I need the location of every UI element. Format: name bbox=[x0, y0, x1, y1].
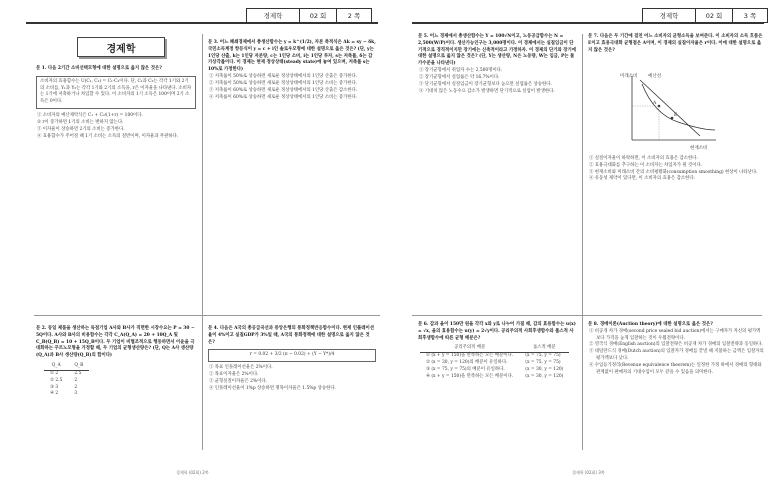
q6-stem: 문 6. 갑과 을이 150만 원을 각각 x와 y로 나누어 가질 때, 갑의 효용함수는 u(x) = √x, 을의 효용함수는 u(y) = 2√y이다. 공리주의적 사회후생함수와 롤스적 사회후생함수에 따른 균형 배분은? bbox=[418, 322, 576, 341]
page-footer: 경제학 (02회) 2쪽 bbox=[176, 470, 209, 475]
q6-head-a: 공리주의적 배분 bbox=[420, 345, 519, 352]
q7-option-1[interactable]: ① 실질이자율이 하락하면, 이 소비자의 효용은 감소한다. bbox=[589, 156, 698, 161]
q5-option-4[interactable]: ④ 기대치 않은 노동수요 감소가 발생하면 단기적으로 실업이 발생한다. bbox=[419, 88, 555, 94]
page-footer: 경제학 (02회) 3쪽 bbox=[572, 470, 605, 475]
q5-option-3[interactable]: ③ 단기균형에서 실질임금이 장기균형보다 높으면 실업률은 상승한다. bbox=[419, 81, 552, 87]
question-4 bbox=[208, 326, 376, 393]
q6-cell: (x = 75, y = 75) bbox=[525, 353, 561, 359]
q7-graph-svg bbox=[620, 70, 720, 152]
q7-option-3[interactable]: ③ 현재소비와 미래소비 간의 소비평활화(consumption smoothing) 현상이 나타난다. bbox=[589, 169, 758, 175]
q7-option-2[interactable]: ② 효용극대화를 추구하는 이 소비자는 차입자가 될 것이다. bbox=[589, 162, 703, 168]
question-7 bbox=[588, 34, 764, 54]
q8-option-1[interactable]: ① 비공개 차가 경매(second price sealed bid auction)에서는 구매자가 자신의 평가액보다 가격을 높게 입찰하는 것이 우월전략이다. bbox=[589, 328, 761, 341]
right-page bbox=[392, 0, 772, 480]
page-header bbox=[642, 8, 768, 23]
q3-option-3[interactable]: ③ 저축률이 60%로 상승하면 새로운 정상상태에서의 1인당 산출은 감소한다. bbox=[209, 87, 358, 93]
q6-option-2[interactable] bbox=[420, 360, 569, 367]
q5-option-2[interactable]: ② 장기균형에서 실업률은 약 16.7%이다. bbox=[419, 74, 500, 80]
q7-stem: 문 7. 다음은 두 기간에 걸친 어느 소비자의 균형소득을 보여준다. 이 소비자의 소득 흐름은 E이고 효용극대화 균형점은 A이며, 이 경제의 실질이자율은 r이다. 이에 대한 설명으로 옳지 않은 것은? bbox=[588, 34, 763, 53]
q4-stem: 문 4. 다음은 A국의 총공급곡선과 중앙은행의 통화정책반응함수이다. 현재 인플레이션율이 4%이고 실질GDP가 3%일 때, A국의 통화정책에 대한 설명으로 옳지 않은 것은? bbox=[208, 326, 374, 345]
question-6 bbox=[418, 322, 576, 384]
header-page: 2 쪽 bbox=[347, 12, 361, 20]
q2-head-a: Q_A bbox=[44, 363, 68, 370]
header-rule bbox=[26, 22, 378, 24]
q6-head-b: 롤스적 배분 bbox=[519, 345, 569, 352]
q2-option-3[interactable] bbox=[44, 385, 89, 392]
graph-ylabel: 미래소비 bbox=[620, 74, 638, 79]
q2-cell: 2.5 bbox=[74, 370, 82, 376]
budget-line bbox=[640, 80, 700, 136]
point-e-marker bbox=[671, 117, 674, 120]
column-divider bbox=[202, 34, 203, 450]
q8-option-3[interactable]: ③ 네덜란드식 경매(Dutch auction)의 입찰자가 경매를 끝낼 때 지불하는 금액은 입찰자의 평가액보다 낮다. bbox=[589, 349, 764, 362]
header-round: 02 회 bbox=[300, 9, 337, 22]
row-divider bbox=[34, 315, 380, 316]
question-8 bbox=[588, 322, 764, 377]
q4-option-3[interactable]: ③ 균형실질이자율은 2%이다. bbox=[209, 378, 267, 384]
q7-graph bbox=[620, 70, 720, 152]
q1-option-3[interactable]: ③ 이자율이 상승하면 2기의 소비는 증가한다. bbox=[37, 126, 125, 132]
q6-answer-table bbox=[420, 345, 569, 380]
q2-cell: ④ 2 bbox=[50, 391, 59, 397]
q2-option-4[interactable] bbox=[44, 391, 89, 398]
q1-option-4[interactable]: ④ 효용함수가 주어질 때 1기 소비는 소득의 절반이며, 이자율과 무관하다. bbox=[37, 133, 179, 139]
q4-option-2[interactable]: ② 목표이자율은 2%이다. bbox=[209, 372, 259, 378]
q6-cell: ③ (x = 75, y = 75)의 배분이 유일하다. bbox=[426, 366, 505, 372]
header-subject: 경제학 bbox=[643, 9, 696, 22]
q3-option-4[interactable]: ④ 저축률이 60%로 상승하면 새로운 정상상태에서의 1인당 소비는 증가한다. bbox=[209, 94, 358, 100]
q4-option-4[interactable]: ④ 인플레이션율이 1%p 상승하면 명목이자율은 1.5%p 상승한다. bbox=[209, 385, 336, 391]
q8-stem: 문 8. 경매이론(Auction theory)에 대한 설명으로 옳은 것은? bbox=[588, 322, 713, 327]
q7-options bbox=[588, 156, 764, 183]
q2-cell: ① 2 bbox=[50, 370, 59, 376]
column-divider bbox=[582, 34, 583, 450]
q3-option-1[interactable]: ① 저축률이 50%로 상승하면 새로운 정상상태에서의 1인당 산출은 증가한다. bbox=[209, 74, 358, 80]
graph-curve-label: 예산선 bbox=[648, 74, 662, 79]
header-page: 3 쪽 bbox=[743, 12, 757, 20]
q2-cell: 2 bbox=[74, 384, 78, 390]
q5-stem: 문 5. 어느 경제에서 총생산함수는 Y = 100√N이고, 노동공급함수는 N = 2,500(W/P)이다. 생산가능인구는 3,000명이다. 이 경제에서는 실질임금이 단기적으로 경직적이지만 장기에는 신축적이라고 가정하자. 이 경제의 단기와 장기에 대한 설명으로 옳지 않은 것은? (단, Y는 생산량, N은 노동량, W는 임금, P는 물가수준을 나타낸다) bbox=[418, 34, 576, 67]
q2-cell: ② 2.5 bbox=[50, 377, 63, 383]
q6-option-4[interactable] bbox=[420, 374, 569, 381]
row-divider bbox=[412, 315, 762, 316]
q2-head-b: Q_B bbox=[68, 363, 89, 370]
q6-cell: ④ (x + y = 150)을 만족하는 모든 배분이다. bbox=[426, 373, 514, 379]
q4-option-1[interactable]: ① 목표 인플레이션율은 2%이다. bbox=[209, 365, 273, 371]
graph-xlabel: 현재소비 bbox=[690, 146, 708, 151]
question-5 bbox=[418, 34, 576, 95]
q6-cell: (x = 30, y = 120) bbox=[525, 366, 564, 372]
q2-cell: 3 bbox=[74, 391, 78, 397]
q6-option-3[interactable] bbox=[420, 367, 569, 374]
q8-option-2[interactable]: ② 영국식 경매(English auction)의 입찰전략은 비공개 차가 경매의 입찰전략과 동일하다. bbox=[589, 342, 763, 348]
point-e-label: E bbox=[674, 113, 678, 118]
q8-option-4[interactable]: ④ 수입등가정리(Revenue equivalence theorem)는 일정한 가정 하에서 경매의 형태와 관계없이 판매자의 기대수입이 모두 같을 수 있음을 의미한다. bbox=[589, 362, 762, 375]
left-page bbox=[6, 0, 386, 480]
q6-cell: (x = 30, y = 120) bbox=[525, 373, 564, 379]
indifference-curve bbox=[642, 84, 715, 130]
q2-answer-table bbox=[44, 363, 89, 398]
q5-option-1[interactable]: ① 장기균형에서 취업자 수는 2,500명이다. bbox=[419, 68, 503, 74]
q2-option-2[interactable] bbox=[44, 378, 89, 385]
q1-box: 소비자의 효용함수는 U(C₁, C₂) = C₁·C₂이다. 단, C₁과 C₂는 각각 1기와 2기의 소비를, Y₁과 Y₂는 각각 1기와 2기의 소득을, r은 이자율을 나타낸다. 소비자는 1기에 저축하거나 차입할 수 있다. 이 소비자의 1기 소득은 100이며 2기 소득은 0이다. bbox=[36, 76, 196, 109]
q6-cell: (x = 75, y = 75) bbox=[525, 360, 561, 366]
exam-title: 경제학 bbox=[77, 37, 165, 57]
q1-option-1[interactable]: ① 소비자의 예산제약식은 C₁ + C₂/(1+r) = 100이다. bbox=[37, 113, 143, 119]
header-rule bbox=[412, 22, 764, 24]
header-round: 02 회 bbox=[696, 9, 733, 22]
point-a-label: A bbox=[653, 101, 657, 106]
q4-formula: r = 0.02 + 3/2 (π − 0.02) + (Y − Y*)/4 bbox=[208, 349, 376, 362]
q7-option-4[interactable]: ④ 유동성 제약이 있다면, 이 소비자의 효용은 감소한다. bbox=[589, 176, 696, 182]
q3-option-2[interactable]: ② 저축률이 50%로 상승하면 새로운 정상상태에서의 1인당 소비는 증가한다. bbox=[209, 80, 358, 86]
header-subject: 경제학 bbox=[247, 9, 300, 22]
question-2 bbox=[36, 326, 196, 401]
q2-cell: 2 bbox=[74, 377, 78, 383]
page-header bbox=[246, 8, 372, 23]
q6-cell: ① (x + y = 150)을 만족하는 모든 배분이다. bbox=[426, 353, 514, 359]
q2-option-1[interactable] bbox=[44, 370, 89, 377]
q3-stem: 문 3. 어느 폐쇄경제에서 총생산함수는 y = k^(1/2), 자본 축적식은 Δk = sy − δk, 국민소득계정 항등식이 y = c + i인 솔로우모형에 대한 설명으로 옳은 것은? (단, y는 1인당 산출, k는 1인당 자본량, c는 1인당 소비, i는 1인당 투자, s는 저축률, δ는 감가상각률이다. 이 경제는 현재 정상상태(steady state)에 놓여 있으며, 저축률 s는 10%로 가정한다) bbox=[208, 40, 376, 73]
q6-cell: ② (x = 30, y = 120)의 배분이 유일하다. bbox=[426, 360, 508, 366]
q1-stem: 문 1. 다음 2기간 소비선택모형에 대한 설명으로 옳지 않은 것은? bbox=[36, 66, 162, 71]
q2-cell: ③ 3 bbox=[50, 384, 59, 390]
question-3 bbox=[208, 40, 376, 101]
q1-option-2[interactable]: ② r이 증가하면 1기의 소비는 변하지 않는다. bbox=[37, 119, 124, 125]
question-1 bbox=[36, 66, 196, 140]
q2-stem: 문 2. 동일 제품을 생산하는 독점기업 A사와 B사가 직면한 시장수요는 P = 30 − 5Q이다. A사와 B사의 비용함수는 각각 C_A(Q_A) = 20 + 10Q_A 및 C_B(Q_B) = 10 + 15Q_B이다. 두 기업이 비협조적으로 행동하면서 이윤을 극대화하는 꾸르노모형을 가정할 때, 두 기업의 균형생산량은? (단, Q는 A사 생산량(Q_A)과 B사 생산량(Q_B)의 합이다) bbox=[36, 326, 195, 359]
